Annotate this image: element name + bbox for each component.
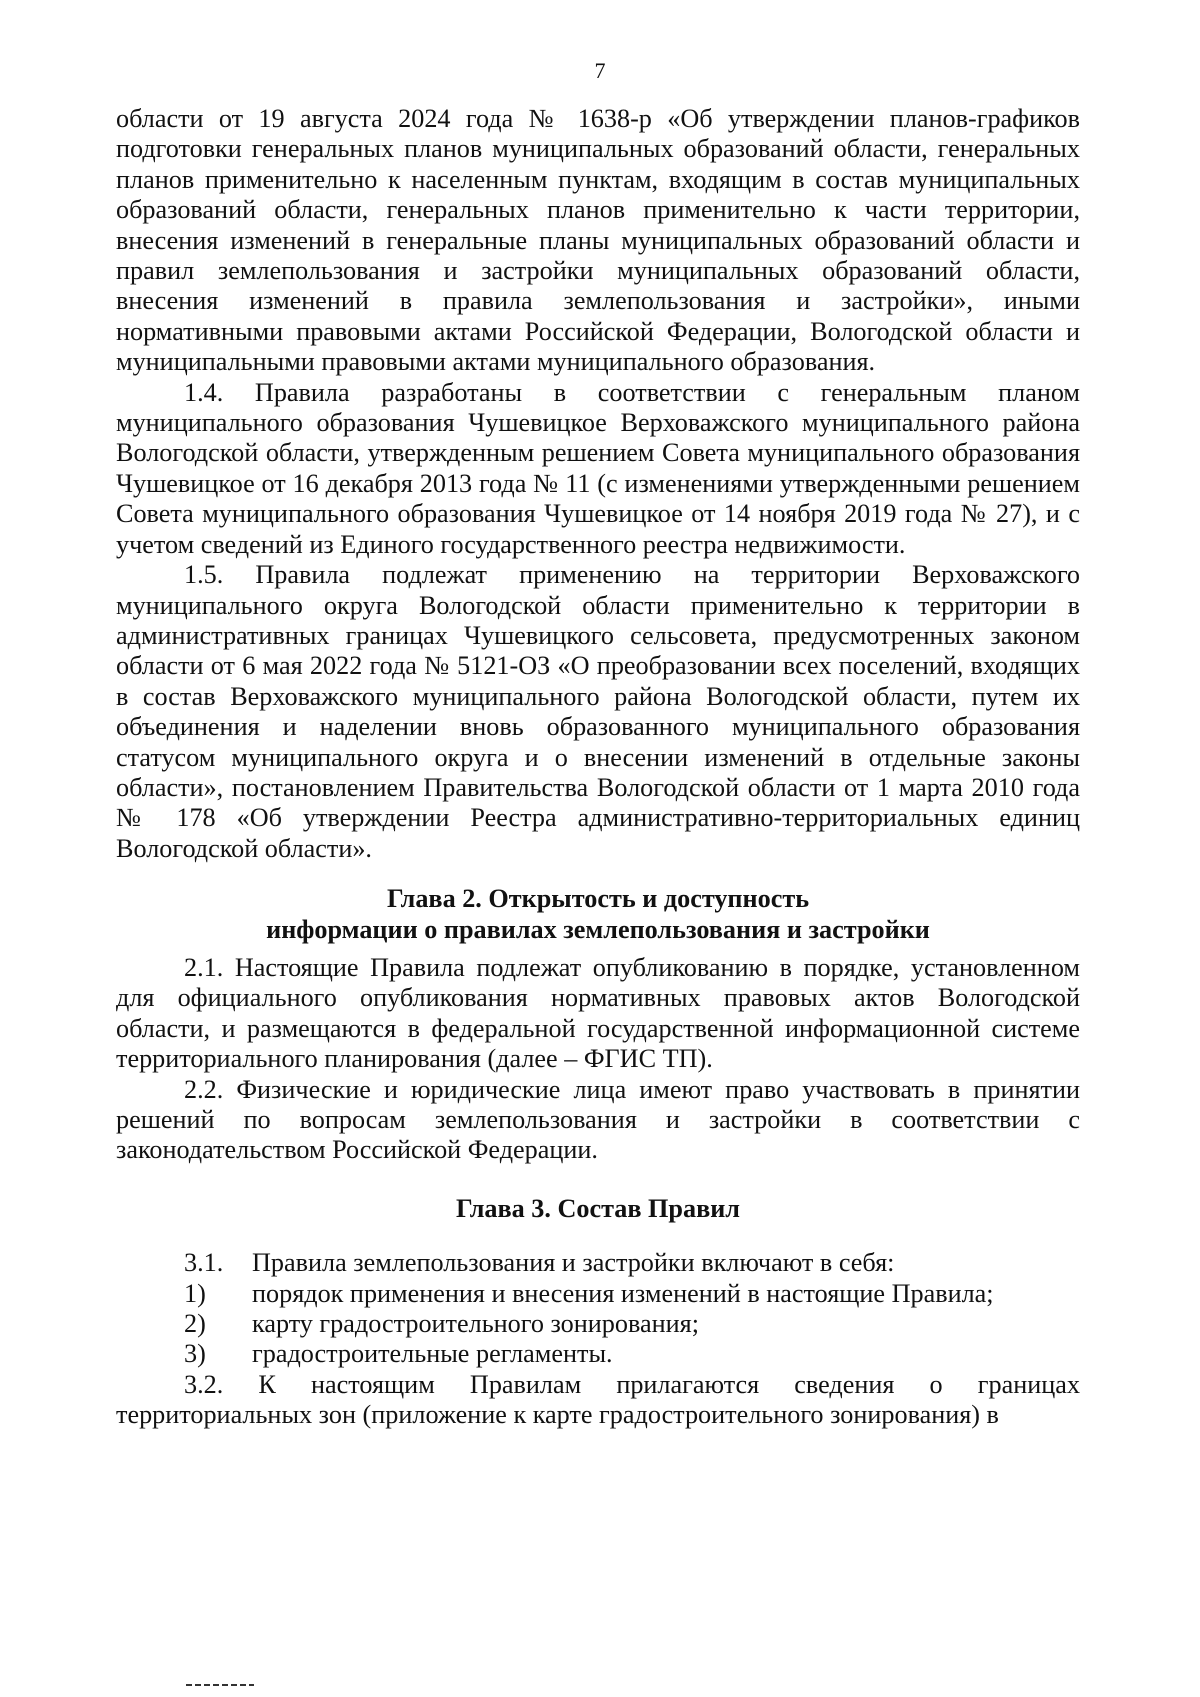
- chapter-2-title-line-1: Глава 2. Открытость и доступность: [386, 884, 810, 914]
- list-item: [116, 1279, 1080, 1309]
- list-item: [116, 1309, 1080, 1339]
- list-item-text: карту градостроительного зонирования;: [252, 1309, 699, 1339]
- list-item: [116, 1339, 1080, 1369]
- chapter-2-title-line-2: информации о правилах землепользования и застройки: [266, 914, 930, 944]
- list-item-text: градостроительные регламенты.: [252, 1339, 613, 1369]
- paragraph-2-1: 2.1. Настоящие Правила подлежат опубликованию в порядке, установленном для официального опубликования нормативных правовых актов Вологодской области, и размещаются в федеральной государственной информационной системе территориального планирования (далее – ФГИС ТП).: [116, 952, 1080, 1074]
- list-item-number: 3.1.: [184, 1248, 224, 1278]
- list-item-text: порядок применения и внесения изменений в настоящие Правила;: [252, 1278, 994, 1308]
- paragraph-1-5: 1.5. Правила подлежат применению на территории Верховажского муниципального округа Вологодской области применительно к территории в административных границах Чушевицкого сельсовета, предусмотренных законом области от 6 мая 2022 года № 5121-ОЗ «О преобразовании всех поселений, входящих в состав Верховажского муниципального района Вологодской области, путем их объединения и наделении вновь образованного муниципального образования статусом муниципального округа и о внесении изменений в отдельные законы области», постановлением Правительства Вологодской области от 1 марта 2010 года № 178 «Об утверждении Реестра административно-территориальных единиц Вологодской области».: [116, 560, 1080, 863]
- document-body: [116, 104, 1080, 1431]
- list-item-number: 1): [184, 1278, 206, 1308]
- scan-artifact-mark: [186, 1684, 254, 1686]
- paragraph-continuation: области от 19 августа 2024 года № 1638-р «Об утверждении планов-графиков подготовки генеральных планов муниципальных образований области, генеральных планов применительно к населенным пунктам, входящим в состав муниципальных образований области, генеральных планов применительно к части территории, внесения изменений в генеральные планы муниципальных образований области и правил землепользования и застройки муниципальных образований области, внесения изменений в правила землепользования и застройки», иными нормативными правовыми актами Российской Федерации, Вологодской области и муниципальными правовыми актами муниципального образования.: [116, 104, 1080, 377]
- page-number: 7: [594, 58, 606, 83]
- paragraph-1-4: 1.4. Правила разработаны в соответствии с генеральным планом муниципального образования Чушевицкое Верховажского муниципального района Вологодской области, утвержденным решением Совета муниципального образования Чушевицкое от 16 декабря 2013 года № 11 (с изменениями утвержденными решением Совета муниципального образования Чушевицкое от 14 ноября 2019 года № 27), и с учетом сведений из Единого государственного реестра недвижимости.: [116, 377, 1080, 559]
- chapter-2-heading: [116, 884, 1080, 945]
- list-item-text: Правила землепользования и застройки включают в себя:: [252, 1248, 895, 1278]
- list-item-number: 2): [184, 1309, 206, 1339]
- list-item: [116, 1248, 1080, 1278]
- paragraph-2-2: 2.2. Физические и юридические лица имеют право участвовать в принятии решений по вопросам землепользования и застройки в соответствии с законодательством Российской Федерации.: [116, 1074, 1080, 1165]
- chapter-3-heading: Глава 3. Состав Правил: [455, 1193, 740, 1223]
- paragraph-3-2: 3.2. К настоящим Правилам прилагаются сведения о границах территориальных зон (приложение к карте градостроительного зонирования) в: [116, 1369, 1080, 1430]
- list-item-number: 3): [184, 1339, 206, 1369]
